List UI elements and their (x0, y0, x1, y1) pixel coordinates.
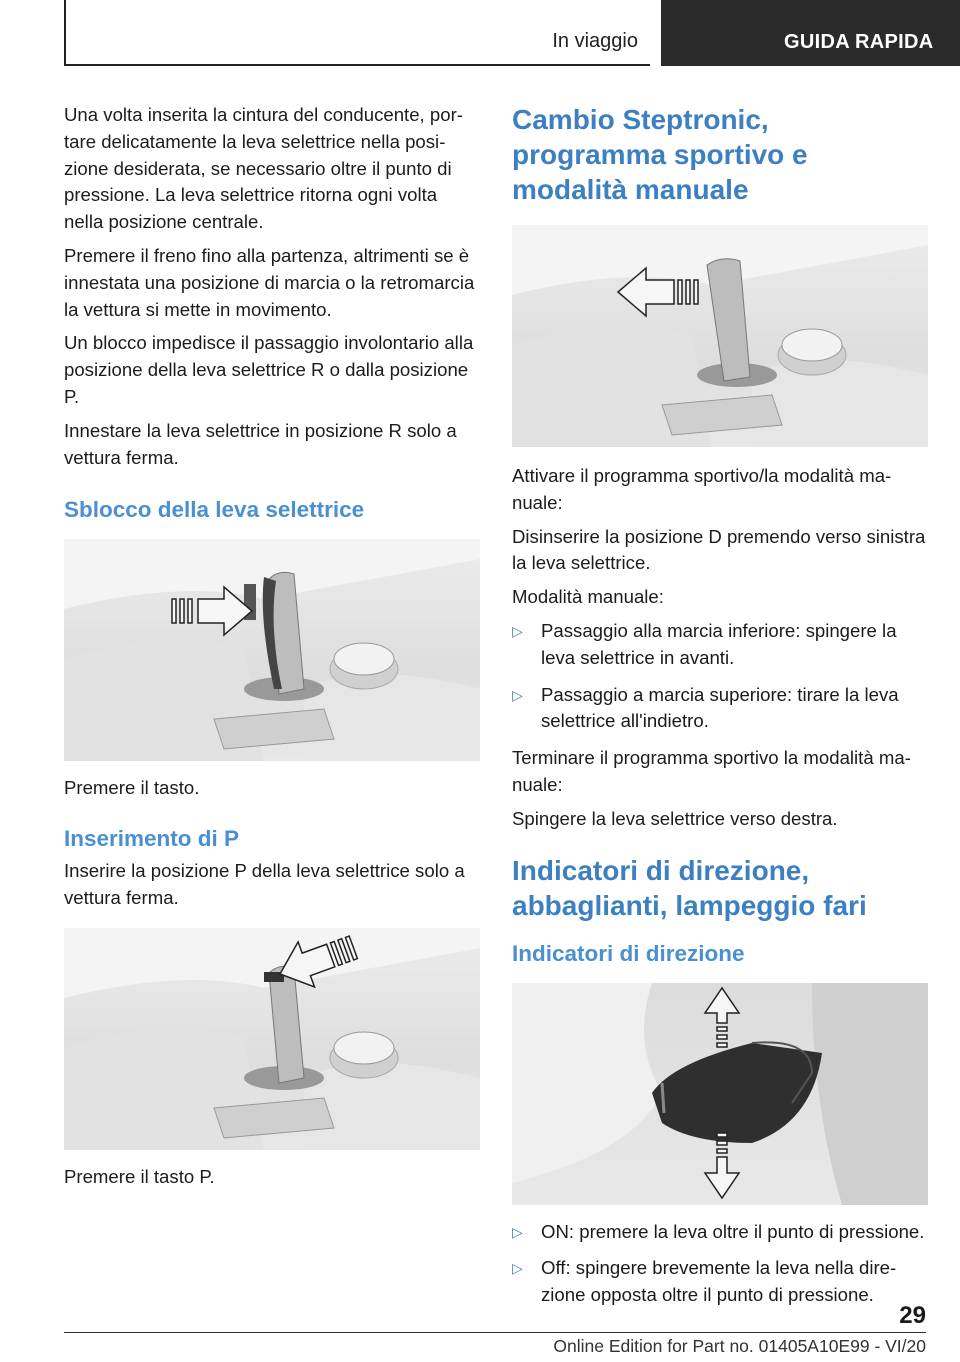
paragraph: Spingere la leva selettrice verso destra. (512, 807, 838, 829)
figure-steptronic (512, 225, 928, 447)
section-heading: Inserimento di P (64, 826, 240, 852)
section-heading: Cambio Steptronic, programma sportivo e modalità manuale (512, 104, 808, 205)
paragraph: Disinserire la posizione D premendo verso sinistra la leva selettrice. (512, 525, 926, 574)
triangle-right-icon: ▷ (512, 1223, 523, 1240)
figure-gear-unlock (64, 539, 480, 761)
list-item: ▷ Off: spingere brevemente la leva nella direzione opposta oltre il punto di pressione. (512, 1257, 897, 1306)
header-tab: GUIDA RAPIDA (661, 0, 960, 66)
figure-turn-signal (512, 983, 928, 1205)
header-section-title: In viaggio (552, 30, 638, 52)
paragraph: Attivare il programma sportivo/la modalità manuale: (512, 465, 892, 513)
paragraph: Un blocco impedisce il passaggio involontario alla posizione della leva selettrice R o dalla posizione P. (64, 332, 474, 407)
paragraph: Modalità manuale: (512, 586, 664, 608)
list-item: ▷ ON: premere la leva oltre il punto di pressione. (512, 1219, 928, 1246)
triangle-right-icon: ▷ (512, 622, 523, 639)
figure-caption: Premere il tasto. (64, 777, 200, 799)
subsection-heading: Indicatori di direzione (512, 940, 745, 966)
footer-divider (64, 1332, 926, 1333)
left-column (64, 102, 480, 1198)
list-item: ▷ Passaggio alla marcia inferiore: spingere la leva selettrice in avanti. (512, 619, 897, 668)
bullet-list (512, 1219, 928, 1309)
page-number: 29 (899, 1302, 926, 1329)
list-item: ▷ Passaggio a marcia superiore: tirare la leva selettrice all'indietro. (512, 683, 899, 732)
bullet-list (512, 618, 928, 735)
footer-edition: Online Edition for Part no. 01405A10E99 - VI/20 (553, 1336, 926, 1356)
figure-gear-park (64, 928, 480, 1150)
paragraph: Terminare il programma sportivo la modalità manuale: (512, 747, 911, 795)
triangle-right-icon: ▷ (512, 1260, 523, 1277)
paragraph: Innestare la leva selettrice in posizione R solo a vettura ferma. (64, 419, 457, 468)
paragraph: Inserire la posizione P della leva selettrice solo a vettura ferma. (64, 860, 465, 908)
figure-caption: Premere il tasto P. (64, 1165, 215, 1187)
section-heading: Indicatori di direzione, abbaglianti, lampeggio fari (512, 854, 867, 921)
section-heading: Sblocco della leva selettrice (64, 497, 365, 523)
paragraph: Una volta inserita la cintura del conducente, portare delicatamente la leva selettrice nella posizione desiderata, se necessario oltre il punto di pressione. La leva selettrice ritorna ogni volta nella posizione centrale. (64, 104, 463, 233)
triangle-right-icon: ▷ (512, 686, 523, 703)
paragraph: Premere il freno fino alla partenza, altrimenti se è innestata una posizione di marcia o la retromarcia la vettura si mette in movimento. (64, 244, 475, 320)
right-column (512, 102, 928, 1319)
